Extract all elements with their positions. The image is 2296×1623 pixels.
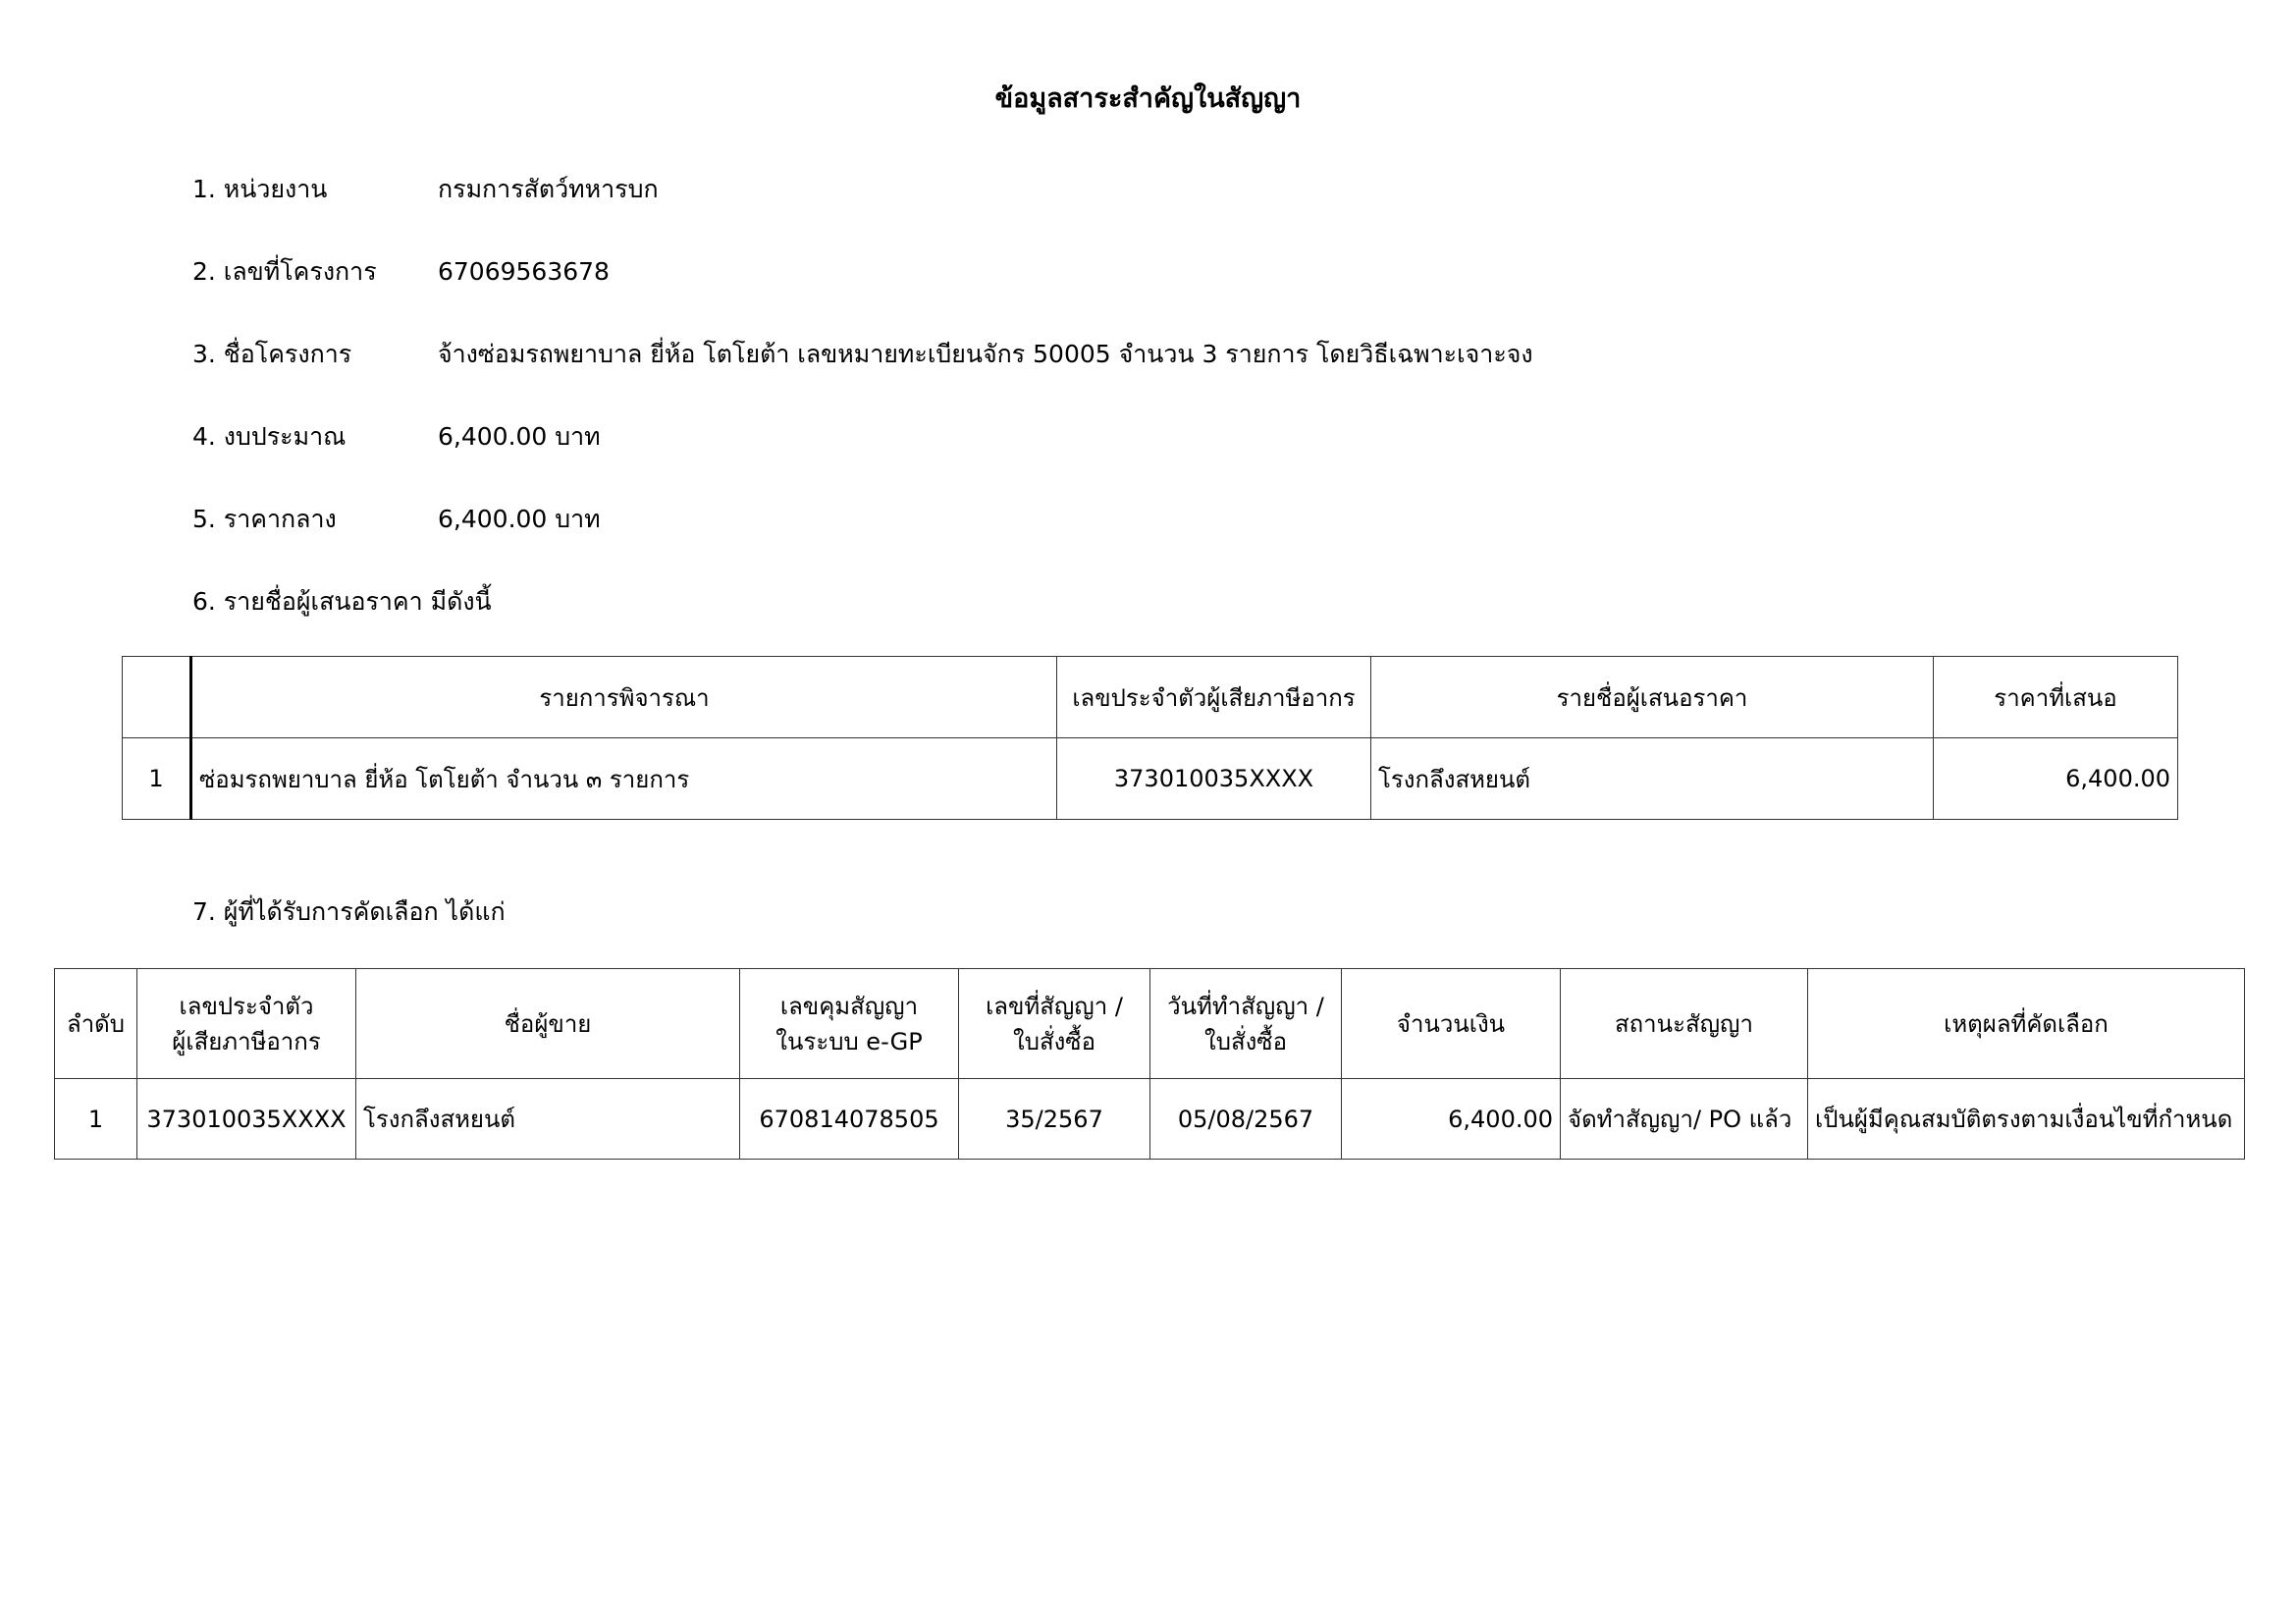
column-header: รายการพิจารณา bbox=[191, 657, 1057, 738]
table-cell: โรงกลึงสหยนต์ bbox=[1371, 738, 1934, 820]
field-agency bbox=[192, 173, 659, 206]
section-bidders-heading: 6. รายชื่อผู้เสนอราคา มีดังนี้ bbox=[192, 587, 492, 616]
column-header: จำนวนเงิน bbox=[1342, 969, 1561, 1079]
table-row bbox=[55, 1079, 2245, 1160]
column-header bbox=[123, 657, 191, 738]
column-header: เหตุผลที่คัดเลือก bbox=[1808, 969, 2245, 1079]
table-cell: 670814078505 bbox=[740, 1079, 959, 1160]
field-value: 6,400.00 บาท bbox=[438, 505, 601, 533]
column-header: วันที่ทำสัญญา / ใบสั่งซื้อ bbox=[1150, 969, 1342, 1079]
table-cell: 1 bbox=[55, 1079, 137, 1160]
table-cell: 373010035XXXX bbox=[1057, 738, 1371, 820]
column-header: สถานะสัญญา bbox=[1561, 969, 1808, 1079]
column-header: ราคาที่เสนอ bbox=[1934, 657, 2178, 738]
table-cell: 6,400.00 bbox=[1342, 1079, 1561, 1160]
field-label: 3. ชื่อโครงการ bbox=[192, 340, 352, 368]
table-cell: 35/2567 bbox=[959, 1079, 1150, 1160]
table-cell: 373010035XXXX bbox=[137, 1079, 356, 1160]
table-cell: 05/08/2567 bbox=[1150, 1079, 1342, 1160]
table-cell: โรงกลึงสหยนต์ bbox=[356, 1079, 740, 1160]
column-header: ลำดับ bbox=[55, 969, 137, 1079]
column-header: เลขที่สัญญา / ใบสั่งซื้อ bbox=[959, 969, 1150, 1079]
field-label: 5. ราคากลาง bbox=[192, 505, 337, 533]
table-cell: 6,400.00 bbox=[1934, 738, 2178, 820]
table-header-row bbox=[55, 969, 2245, 1079]
table-cell: เป็นผู้มีคุณสมบัติตรงตามเงื่อนไขที่กำหนด bbox=[1808, 1079, 2245, 1160]
field-reference-price bbox=[192, 503, 601, 536]
selected-vendor-table bbox=[54, 968, 2245, 1160]
field-value: 67069563678 bbox=[438, 257, 610, 286]
column-header: เลขคุมสัญญา ในระบบ e-GP bbox=[740, 969, 959, 1079]
field-label: 1. หน่วยงาน bbox=[192, 175, 328, 203]
field-value: จ้างซ่อมรถพยาบาล ยี่ห้อ โตโยต้า เลขหมายทะเบียนจักร 50005 จำนวน 3 รายการ โดยวิธีเฉพาะเจาะจง bbox=[438, 340, 1533, 368]
table-cell: จัดทำสัญญา/ PO แล้ว bbox=[1561, 1079, 1808, 1160]
field-project-name bbox=[192, 338, 1533, 371]
field-value: กรมการสัตว์ทหารบก bbox=[438, 175, 659, 203]
table-row bbox=[123, 738, 2178, 820]
table-header-row bbox=[123, 657, 2178, 738]
document-title: ข้อมูลสาระสำคัญในสัญญา bbox=[994, 83, 1302, 114]
table-cell: 1 bbox=[123, 738, 191, 820]
section-selected-heading: 7. ผู้ที่ได้รับการคัดเลือก ได้แก่ bbox=[192, 897, 506, 926]
field-value: 6,400.00 บาท bbox=[438, 422, 601, 451]
table-cell: ซ่อมรถพยาบาล ยี่ห้อ โตโยต้า จำนวน ๓ รายการ bbox=[191, 738, 1057, 820]
field-label: 4. งบประมาณ bbox=[192, 422, 347, 451]
field-project-number bbox=[192, 255, 610, 289]
field-budget bbox=[192, 420, 601, 454]
field-label: 2. เลขที่โครงการ bbox=[192, 257, 377, 286]
column-header: ชื่อผู้ขาย bbox=[356, 969, 740, 1079]
column-header: เลขประจำตัวผู้เสียภาษีอากร bbox=[1057, 657, 1371, 738]
column-header: รายชื่อผู้เสนอราคา bbox=[1371, 657, 1934, 738]
bidders-table bbox=[122, 656, 2178, 820]
column-header: เลขประจำตัว ผู้เสียภาษีอากร bbox=[137, 969, 356, 1079]
